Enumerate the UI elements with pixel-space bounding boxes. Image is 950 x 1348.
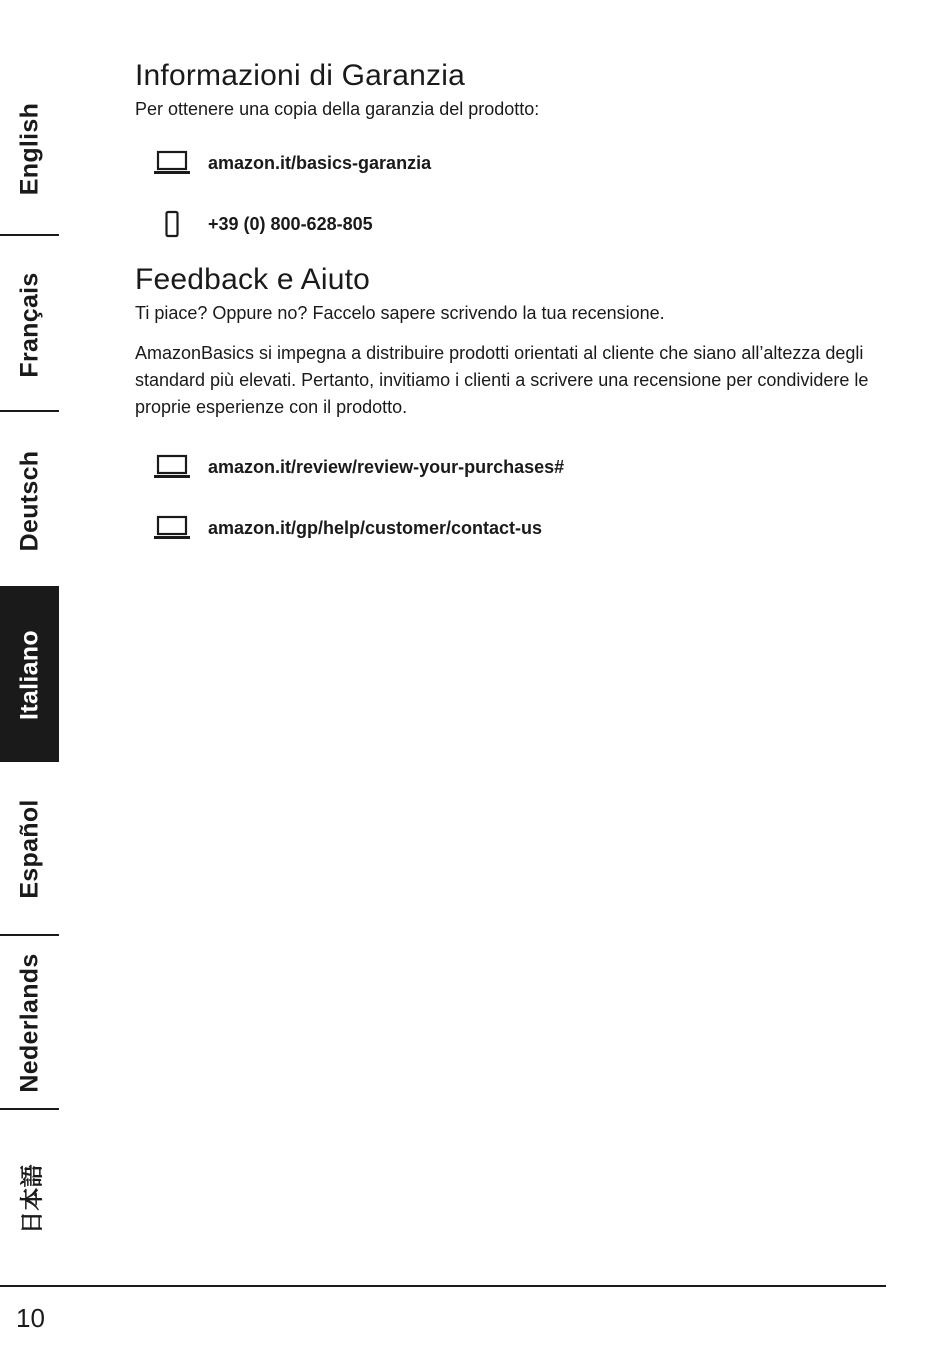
laptop-icon (135, 149, 208, 177)
tab-label: Nederlands (15, 953, 43, 1093)
tab-english[interactable] (0, 62, 59, 236)
feedback-paragraph: AmazonBasics si impegna a distribuire prodotti orientati al cliente che siano all’altezza degli standard più elevati. Pertanto, invitiamo i clienti a scrivere una recensione per condividere le proprie esperienze con il prodotto. (135, 343, 869, 417)
feedback-title: Feedback e Aiuto (135, 263, 371, 296)
warranty-title: Informazioni di Garanzia (135, 59, 465, 92)
warranty-intro: Per ottenere una copia della garanzia del prodotto: (135, 99, 540, 119)
tab-francais[interactable] (0, 238, 59, 412)
main-content (135, 58, 895, 546)
warranty-phone-row (135, 206, 895, 242)
tab-label: Español (15, 799, 43, 899)
feedback-contact-row (135, 510, 895, 546)
tab-label: Italiano (15, 630, 43, 720)
feedback-line: Ti piace? Oppure no? Faccelo sapere scrivendo la tua recensione. (135, 303, 665, 323)
tab-italiano[interactable] (0, 588, 59, 762)
laptop-icon (135, 514, 208, 542)
tab-nederlands[interactable] (0, 936, 59, 1110)
laptop-icon (135, 453, 208, 481)
tab-label: Deutsch (15, 450, 43, 552)
review-link[interactable]: amazon.it/review/review-your-purchases# (208, 456, 565, 477)
tab-deutsch[interactable] (0, 414, 59, 588)
tab-label: English (15, 102, 43, 196)
language-tabs (0, 62, 59, 1238)
warranty-web-link[interactable]: amazon.it/basics-garanzia (208, 152, 432, 173)
warranty-phone-number[interactable]: +39 (0) 800-628-805 (208, 213, 373, 234)
tab-label: 日本語 (19, 1164, 45, 1234)
page-number: 10 (16, 1303, 45, 1333)
feedback-review-row (135, 449, 895, 485)
contact-us-link[interactable]: amazon.it/gp/help/customer/contact-us (208, 517, 543, 538)
warranty-web-row (135, 145, 895, 181)
tab-espanol[interactable] (0, 762, 59, 936)
footer-divider (0, 1285, 886, 1287)
tab-label: Français (15, 272, 43, 378)
tab-japanese[interactable] (0, 1112, 59, 1286)
phone-icon (135, 210, 208, 238)
